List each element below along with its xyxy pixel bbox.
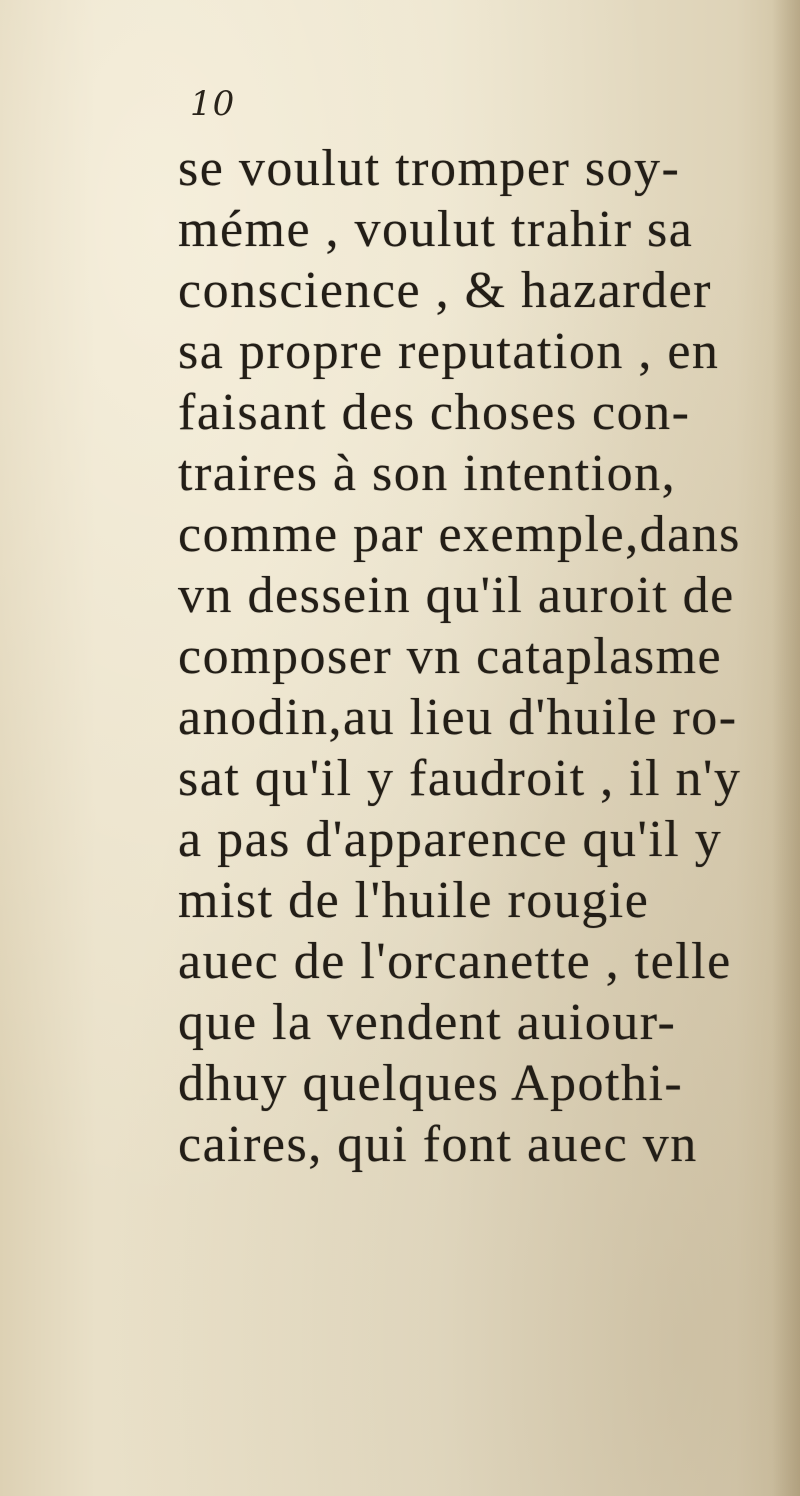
text-line: vn dessein qu'il auroit de [178, 567, 735, 624]
text-line: anodin,au lieu d'huile ro- [178, 689, 738, 746]
text-line: comme par exemple,dans [178, 506, 741, 563]
text-line: méme , voulut trahir sa [178, 201, 694, 258]
page-number: 10 [190, 84, 236, 124]
text-line: se voulut tromper soy- [178, 140, 681, 197]
text-line: sat qu'il y faudroit , il n'y [178, 750, 742, 807]
text-line: dhuy quelques Apothi- [178, 1055, 684, 1112]
text-line: conscience , & hazarder [178, 262, 712, 319]
text-line: caires, qui font auec vn [178, 1116, 698, 1173]
body-text [178, 138, 798, 1175]
text-line: mist de l'huile rougie [178, 872, 650, 929]
text-line: traires à son intention, [178, 445, 677, 502]
text-line: sa propre reputation , en [178, 323, 720, 380]
text-line: que la vendent auiour- [178, 994, 677, 1051]
text-line: composer vn cataplasme [178, 628, 723, 685]
text-line: faisant des choses con- [178, 384, 691, 441]
text-line: a pas d'apparence qu'il y [178, 811, 723, 868]
text-line: auec de l'orcanette , telle [178, 933, 732, 990]
